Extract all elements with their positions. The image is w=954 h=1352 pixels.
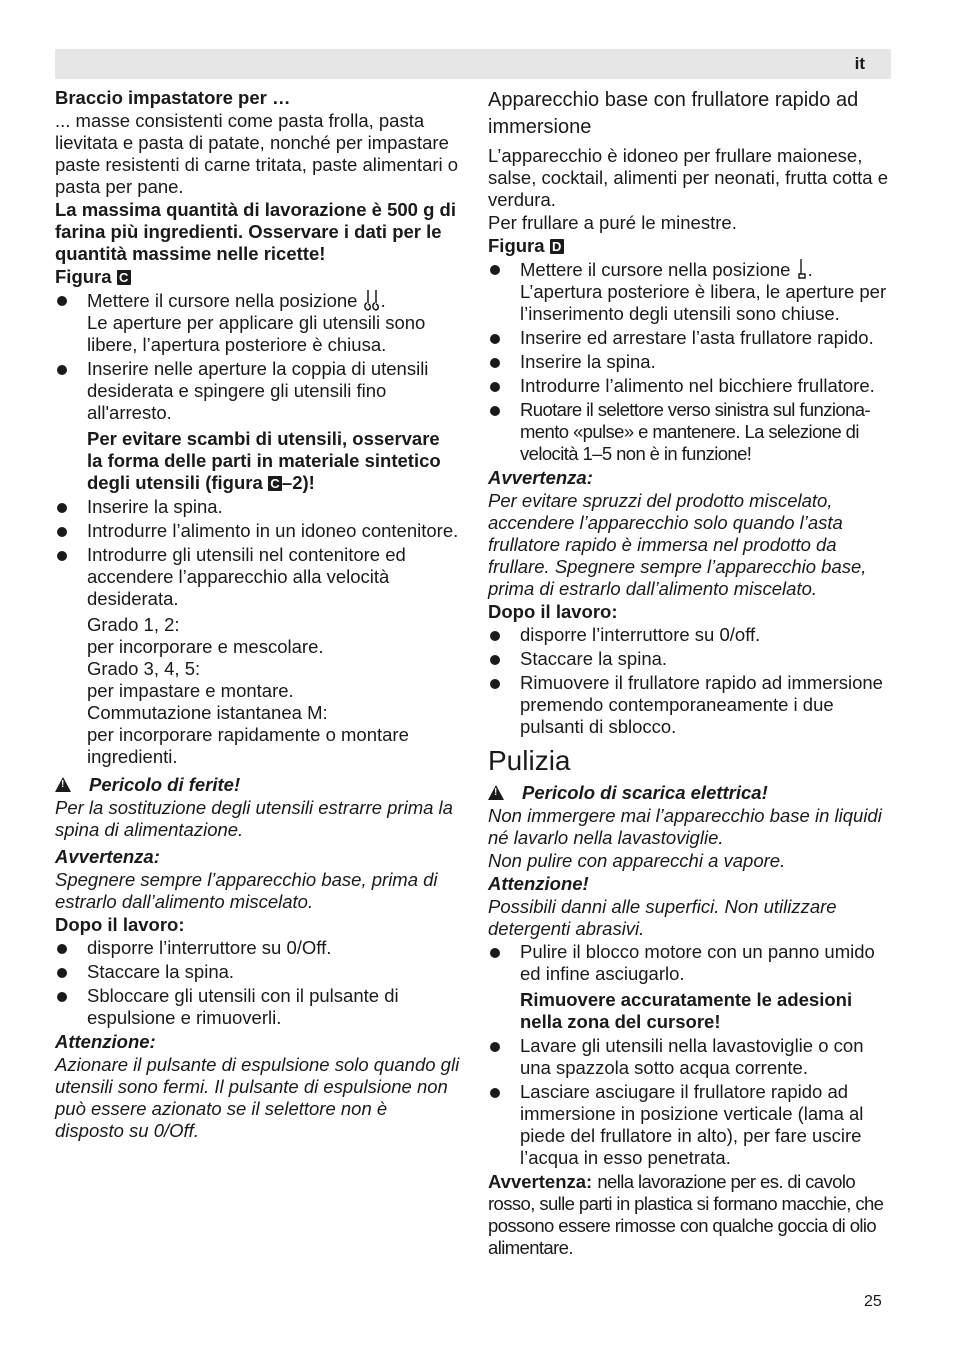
bullet-icon <box>490 358 500 368</box>
page-number: 25 <box>864 1293 882 1310</box>
kneading-hooks-position-icon <box>363 289 381 311</box>
bullet-icon <box>57 944 67 954</box>
note-text: Spegnere sempre l’apparecchio base, prima di estrarlo dall’alimento miscelato. <box>55 869 438 912</box>
danger-heading: !Pericolo di ferite! <box>55 774 460 796</box>
list-item: Inserire nelle aperture la coppia di utensili desiderata e spingere gli utensili fino all'arresto. Per evitare scambi di utensili, osservare la forma delle parti in materiale sintetico degli utensili (figura C –2)! <box>55 358 460 494</box>
bullet-icon <box>490 382 500 392</box>
max-quantity-note: La massima quantità di lavorazione è 500 g di farina più ingredienti. Osservare i dati per le quantità massime nelle ricette! <box>55 199 456 264</box>
list-item: Introdurre gli utensili nel contenitore ed accendere l’apparecchio alla velocità desiderata. Grado 1, 2: per incorporare e mescolare. Grado 3, 4, 5: per impastare e montare. Commutazione istantanea M: per incorporare rapidamente o montare ingredienti. <box>55 544 460 768</box>
list-item: Ruotare il selettore verso sinistra sul funzionamento «pulse» e mantenere. La selezione di velocità 1–5 non è in funzione! <box>488 399 893 465</box>
header-bar <box>55 49 891 79</box>
figure-letter-badge: D <box>550 239 564 254</box>
list-item: Lasciare asciugare il frullatore rapido ad immersione in posizione verticale (lama al piede del frullatore in alto), per fare uscire l’acqua in esso penetrata. <box>488 1081 893 1169</box>
bullet-icon <box>57 527 67 537</box>
list-item: Inserire la spina. <box>488 351 893 373</box>
cleaning-list <box>488 941 893 1169</box>
figure-letter-badge: C <box>117 270 131 285</box>
caution-heading: Attenzione! <box>488 873 589 894</box>
paragraph: L’apparecchio è idoneo per frullare maionese, salse, cocktail, alimenti per neonati, frutta cotta e verdura. <box>488 145 889 210</box>
bullet-icon <box>57 296 67 306</box>
list-item: Sbloccare gli utensili con il pulsante di espulsione e rimuoverli. <box>55 985 460 1029</box>
list-item: Introdurre l’alimento nel bicchiere frullatore. <box>488 375 893 397</box>
figure-letter-badge: C <box>268 476 282 491</box>
list-item: disporre l’interruttore su 0/Off. <box>55 937 460 959</box>
caution-text: Possibili danni alle superfici. Non utilizzare detergenti abrasivi. <box>488 896 837 939</box>
danger-text: Non pulire con apparecchi a vapore. <box>488 850 786 871</box>
section-heading: Braccio impastatore per … <box>55 87 291 108</box>
note-heading: Avvertenza: <box>55 846 160 867</box>
cleaning-heading: Pulizia <box>488 745 571 776</box>
bullet-icon <box>57 365 67 375</box>
bullet-icon <box>490 406 500 416</box>
warning-triangle-icon <box>55 777 71 792</box>
warning-triangle-icon <box>488 785 504 800</box>
after-work-list <box>55 937 460 1029</box>
list-item: Inserire ed arrestare l’asta frullatore rapido. <box>488 327 893 349</box>
note-heading: Avvertenza: <box>488 467 593 488</box>
bullet-icon <box>490 655 500 665</box>
section-heading: Apparecchio base con frullatore rapido ad immersione <box>488 89 859 138</box>
figure-reference: Figura C <box>55 266 460 288</box>
list-item: Mettere il cursore nella posizione . Le aperture per applicare gli utensili sono libere, l’apertura posteriore è chiusa. <box>55 289 460 356</box>
danger-text: Per la sostituzione degli utensili estrarre prima la spina di alimentazione. <box>55 797 453 840</box>
bullet-icon <box>490 1042 500 1052</box>
bullet-icon <box>57 968 67 978</box>
danger-heading: !Pericolo di scarica elettrica! <box>488 782 893 804</box>
after-work-list <box>488 624 893 738</box>
instruction-list <box>55 289 460 768</box>
after-work-heading: Dopo il lavoro: <box>55 914 185 935</box>
list-item: Mettere il cursore nella posizione . L’apertura posteriore è libera, le aperture per l’inserimento degli utensili sono chiuse. <box>488 258 893 325</box>
left-column <box>55 87 460 1143</box>
paragraph: Per frullare a puré le minestre. <box>488 212 737 233</box>
blender-position-icon <box>796 258 808 280</box>
bullet-icon <box>57 551 67 561</box>
bullet-icon <box>490 265 500 275</box>
list-item: Rimuovere il frullatore rapido ad immersione premendo contemporaneamente i due pulsanti di sblocco. <box>488 672 893 738</box>
instruction-list <box>488 258 893 465</box>
bullet-icon <box>57 503 67 513</box>
danger-text: Non immergere mai l’apparecchio base in liquidi né lavarlo nella lavastoviglie. <box>488 805 882 848</box>
caution-heading: Attenzione: <box>55 1031 156 1052</box>
list-item: Lavare gli utensili nella lavastoviglie o con una spazzola sotto acqua corrente. <box>488 1035 893 1079</box>
bullet-icon <box>57 992 67 1002</box>
language-label: it <box>854 54 865 73</box>
list-item: Introdurre l’alimento in un idoneo contenitore. <box>55 520 460 542</box>
figure-reference: Figura D <box>488 235 893 257</box>
list-item: Inserire la spina. <box>55 496 460 518</box>
note-text: Per evitare spruzzi del prodotto miscelato, accendere l’apparecchio solo quando l’asta frullatore rapido è immersa nel prodotto da frullare. Spegnere sempre l’apparecchio base, prima di estrarlo dall’alimento miscelato. <box>488 490 867 599</box>
paragraph: ... masse consistenti come pasta frolla, pasta lievitata e pasta di patate, nonché per impastare paste resistenti di carne tritata, paste alimentari o pasta per pane. <box>55 110 459 197</box>
list-item: disporre l’interruttore su 0/off. <box>488 624 893 646</box>
caution-text: Azionare il pulsante di espulsione solo quando gli utensili sono fermi. Il pulsante di espulsione non può essere azionato se il selettore non è disposto su 0/Off. <box>55 1054 460 1141</box>
final-note: Avvertenza: nella lavorazione per es. di cavolo rosso, sulle parti in plastica si formano macchie, che possono essere rimosse con qualche goccia di olio alimentare. <box>488 1171 884 1258</box>
list-item: Staccare la spina. <box>55 961 460 983</box>
bullet-icon <box>490 334 500 344</box>
bullet-icon <box>490 1088 500 1098</box>
bullet-icon <box>490 679 500 689</box>
after-work-heading: Dopo il lavoro: <box>488 601 618 622</box>
bullet-icon <box>490 631 500 641</box>
list-item: Pulire il blocco motore con un panno umido ed infine asciugarlo. Rimuovere accuratamente le adesioni nella zona del cursore! <box>488 941 893 1033</box>
right-column <box>488 87 893 1260</box>
bullet-icon <box>490 948 500 958</box>
list-item: Staccare la spina. <box>488 648 893 670</box>
